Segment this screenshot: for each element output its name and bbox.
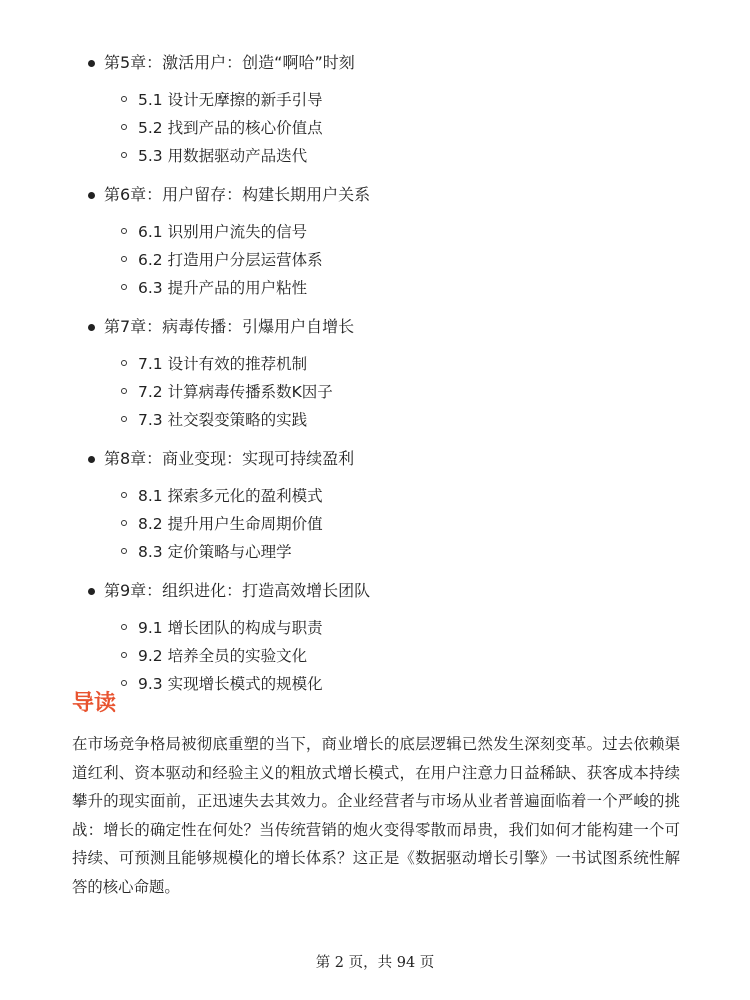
chapter-title: 第6章：用户留存：构建长期用户关系 [104,185,371,204]
circle-bullet-icon [121,388,127,394]
circle-bullet-icon [121,520,127,526]
chapter-item [0,180,750,210]
section-list [0,482,750,566]
section-item [0,350,750,378]
section-item [0,274,750,302]
chapter-item [0,444,750,474]
section-list [0,86,750,170]
section-title: 9.1 增长团队的构成与职责 [138,619,323,637]
intro-paragraph: 在市场竞争格局被彻底重塑的当下，商业增长的底层逻辑已然发生深刻变革。过去依赖渠道红利、资本驱动和经验主义的粗放式增长模式，在用户注意力日益稀缺、获客成本持续攀升的现实面前，正迅速失去其效力。企业经营者与市场从业者普遍面临着一个严峻的挑战：增长的确定性在何处？当传统营销的炮火变得零散而昂贵，我们如何才能构建一个可持续、可预测且能够规模化的增长体系？这正是《数据驱动增长引擎》一书试图系统性解答的核心命题。 [72,735,680,896]
circle-bullet-icon [121,492,127,498]
section-item [0,538,750,566]
section-title: 6.3 提升产品的用户粘性 [138,279,308,297]
section-item [0,614,750,642]
section-title: 5.1 设计无摩擦的新手引导 [138,91,323,109]
section-item [0,642,750,670]
section-item [0,246,750,274]
circle-bullet-icon [121,360,127,366]
chapter-title: 第9章：组织进化：打造高效增长团队 [104,581,371,600]
bullet-icon [88,192,95,199]
circle-bullet-icon [121,228,127,234]
chapter-title: 第7章：病毒传播：引爆用户自增长 [104,317,355,336]
section-list [0,614,750,698]
table-of-contents [0,48,750,708]
section-item [0,142,750,170]
circle-bullet-icon [121,416,127,422]
toc-chapter [0,576,750,698]
section-item [0,86,750,114]
section-title: 7.2 计算病毒传播系数K因子 [138,383,333,401]
bullet-icon [88,588,95,595]
chapter-title: 第8章：商业变现：实现可持续盈利 [104,449,355,468]
section-item [0,510,750,538]
section-title: 5.2 找到产品的核心价值点 [138,119,323,137]
toc-chapter [0,312,750,434]
section-item [0,482,750,510]
section-title: 8.3 定价策略与心理学 [138,543,292,561]
section-title: 5.3 用数据驱动产品迭代 [138,147,308,165]
circle-bullet-icon [121,284,127,290]
section-list [0,350,750,434]
toc-chapter [0,444,750,566]
circle-bullet-icon [121,152,127,158]
chapter-item [0,48,750,78]
circle-bullet-icon [121,548,127,554]
intro-heading: 导读 [72,691,117,716]
section-item [0,378,750,406]
section-title: 8.2 提升用户生命周期价值 [138,515,323,533]
section-title: 7.3 社交裂变策略的实践 [138,411,308,429]
toc-chapter [0,48,750,170]
section-item [0,218,750,246]
section-title: 8.1 探索多元化的盈利模式 [138,487,323,505]
section-list [0,218,750,302]
bullet-icon [88,60,95,67]
section-title: 9.3 实现增长模式的规模化 [138,675,323,693]
circle-bullet-icon [121,96,127,102]
toc-chapter [0,180,750,302]
circle-bullet-icon [121,680,127,686]
section-title: 9.2 培养全员的实验文化 [138,647,308,665]
chapter-item [0,576,750,606]
chapter-item [0,312,750,342]
circle-bullet-icon [121,256,127,262]
circle-bullet-icon [121,652,127,658]
circle-bullet-icon [121,624,127,630]
section-item [0,114,750,142]
section-title: 7.1 设计有效的推荐机制 [138,355,308,373]
bullet-icon [88,324,95,331]
section-title: 6.1 识别用户流失的信号 [138,223,308,241]
circle-bullet-icon [121,124,127,130]
section-item [0,406,750,434]
bullet-icon [88,456,95,463]
chapter-title: 第5章：激活用户：创造“啊哈”时刻 [104,53,355,72]
section-title: 6.2 打造用户分层运营体系 [138,251,323,269]
page-number: 第 2 页，共 94 页 [315,955,435,971]
